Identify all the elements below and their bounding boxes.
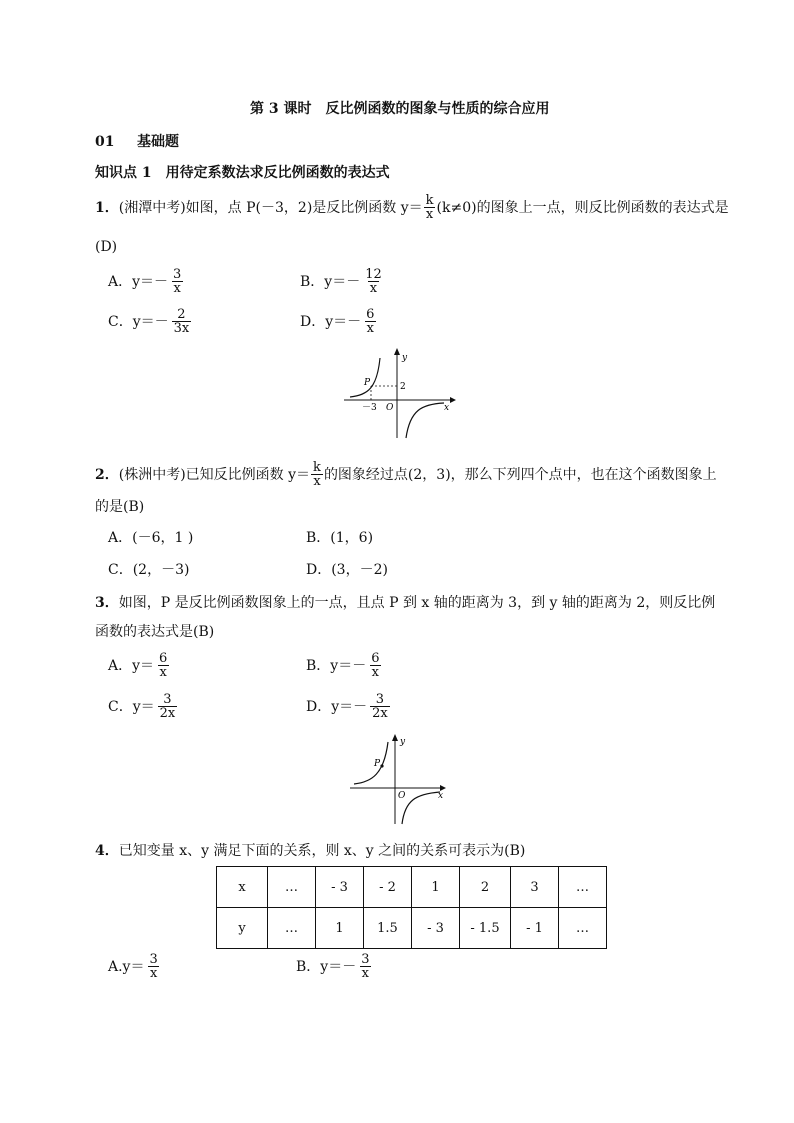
point-p-label: P	[364, 378, 371, 388]
fraction-numerator: k	[313, 460, 321, 475]
x-axis-label: x	[438, 791, 444, 801]
fraction-numerator: 3	[149, 952, 158, 967]
fraction-denominator: x	[369, 281, 378, 296]
question-2-text-pre: (株洲中考)已知反比例函数 y＝	[118, 466, 311, 483]
table-cell: - 3	[316, 867, 364, 908]
point-p	[380, 764, 383, 767]
table-cell: - 1	[511, 908, 559, 949]
fraction-denominator: 2x	[159, 706, 176, 721]
question-2-option-c: C．(2，－3)	[108, 562, 190, 578]
fraction-numerator: 12	[365, 267, 382, 282]
hyperbola-branch-lower-right	[406, 403, 444, 438]
question-4-text: 已知变量 x、y 满足下面的关系，则 x、y 之间的关系可表示为(B)	[118, 843, 526, 859]
question-4-number: 4．	[95, 843, 119, 859]
table-cell: y	[217, 908, 268, 949]
hyperbola-branch-lower-right	[402, 792, 440, 824]
question-3-option-b	[306, 652, 382, 679]
table-cell: …	[559, 908, 607, 949]
option-label: C．y＝－	[108, 313, 169, 330]
question-3-line-2: 函数的表达式是(B)	[95, 624, 215, 640]
table-cell: - 1.5	[460, 908, 511, 949]
y-axis-label: y	[400, 737, 406, 747]
fraction-denominator: x	[159, 665, 167, 680]
question-1-text-pre: (湘潭中考)如图，点 P(－3，2)是反比例函数 y＝	[118, 199, 423, 216]
question-2-line-2: 的是(B)	[95, 499, 145, 515]
option-label: D．y＝－	[300, 313, 362, 330]
fraction-denominator: 2x	[372, 706, 388, 721]
fraction-numerator: 6	[371, 651, 380, 666]
fraction-denominator: x	[313, 474, 321, 489]
option-label: A．y＝	[108, 657, 155, 674]
option-fraction	[370, 693, 390, 720]
hyperbola-branch-upper-left	[354, 742, 388, 784]
option-fraction	[157, 652, 169, 679]
fraction-denominator: x	[173, 281, 181, 296]
question-3-option-d	[306, 693, 391, 720]
table-cell: x	[217, 867, 268, 908]
fraction-numerator: 3	[375, 692, 385, 707]
table-cell: - 3	[412, 908, 460, 949]
question-3-line-1	[95, 596, 715, 610]
question-2-text-post: 的图象经过点(2，3)，那么下列四个点中，也在这个函数图象上	[323, 466, 717, 483]
fraction-numerator: 3	[163, 692, 172, 707]
fraction-numerator: 6	[366, 307, 375, 322]
question-1-answer: (D)	[95, 239, 118, 255]
y-axis-label: y	[402, 353, 408, 363]
table-cell: 2	[460, 867, 511, 908]
table-cell: 1	[316, 908, 364, 949]
fraction-numerator: k	[425, 193, 434, 208]
y-tick-label: 2	[400, 382, 406, 392]
fraction-denominator: x	[425, 207, 434, 222]
fraction-numerator: 3	[173, 267, 182, 282]
fraction-denominator: x	[366, 321, 374, 336]
x-axis-arrow	[450, 397, 456, 403]
fraction-denominator: x	[361, 966, 370, 981]
option-fraction	[363, 268, 384, 295]
table-cell: 3	[511, 867, 559, 908]
section-number: 01	[95, 134, 115, 150]
fraction-denominator: x	[149, 966, 158, 981]
table-cell: …	[268, 908, 316, 949]
option-fraction	[364, 308, 376, 335]
table-cell: …	[268, 867, 316, 908]
table-cell: 1.5	[364, 908, 412, 949]
table-cell: …	[559, 867, 607, 908]
option-label: D．y＝－	[306, 698, 368, 715]
question-2-number: 2．	[95, 466, 119, 483]
point-p-label: P	[374, 759, 381, 769]
option-fraction	[359, 953, 371, 980]
option-label: C．y＝	[108, 698, 155, 715]
option-fraction	[171, 268, 183, 295]
table-cell: - 2	[364, 867, 412, 908]
origin-label: O	[386, 403, 394, 413]
question-4-option-b	[296, 953, 372, 980]
option-fraction	[369, 652, 381, 679]
table-row	[217, 908, 607, 949]
question-1-text-post: (k≠0)的图象上一点，则反比例函数的表达式是	[436, 199, 729, 216]
question-2-option-b: B．(1，6)	[306, 530, 374, 546]
option-fraction	[158, 693, 178, 720]
fraction-numerator: 2	[177, 307, 186, 322]
x-tick-label: －3	[362, 403, 377, 413]
y-axis-arrow	[392, 734, 398, 741]
question-2-line-1	[95, 461, 717, 488]
question-3-text: 如图，P 是反比例函数图象上的一点，且点 P 到 x 轴的距离为 3，到 y 轴的距离为 2，则反比例	[118, 595, 716, 611]
origin-label: O	[398, 791, 406, 801]
question-3-graph	[348, 734, 448, 826]
option-label: A．y＝－	[108, 273, 169, 290]
fraction-numerator: 6	[159, 651, 168, 666]
table-cell: 1	[412, 867, 460, 908]
knowledge-point-heading: 知识点 1 用待定系数法求反比例函数的表达式	[95, 165, 390, 181]
option-label: B．y＝－	[300, 273, 361, 290]
page-title: 第 3 课时 反比例函数的图象与性质的综合应用	[250, 101, 550, 117]
question-2-fraction	[311, 461, 323, 488]
question-2-option-a: A．(－6，1 )	[108, 530, 194, 546]
question-2-option-d: D．(3，－2)	[306, 562, 388, 578]
option-fraction	[147, 953, 159, 980]
table-row	[217, 867, 607, 908]
question-1-line-1	[95, 194, 729, 221]
question-3-number: 3．	[95, 595, 119, 611]
question-1-option-b	[300, 268, 385, 295]
xy-table	[216, 866, 607, 949]
question-4-option-a	[108, 953, 161, 980]
x-axis-label: x	[444, 403, 450, 413]
question-1-number: 1．	[95, 199, 119, 216]
section-name: 基础题	[137, 134, 179, 150]
question-1-option-a	[108, 268, 184, 295]
y-axis-arrow	[394, 348, 400, 355]
option-label: B．y＝－	[306, 657, 367, 674]
question-1-fraction	[424, 194, 436, 221]
question-1-option-c	[108, 308, 192, 335]
question-3-option-a	[108, 652, 170, 679]
fraction-numerator: 3	[361, 952, 370, 967]
question-1-graph	[340, 348, 456, 440]
fraction-denominator: 3x	[173, 321, 190, 336]
fraction-denominator: x	[371, 665, 380, 680]
question-3-option-c	[108, 693, 178, 720]
question-1-option-d	[300, 308, 377, 335]
question-4-line-1	[95, 844, 525, 858]
option-fraction	[172, 308, 192, 335]
option-label: A.y＝	[108, 958, 145, 975]
option-label: B．y＝－	[296, 958, 357, 975]
